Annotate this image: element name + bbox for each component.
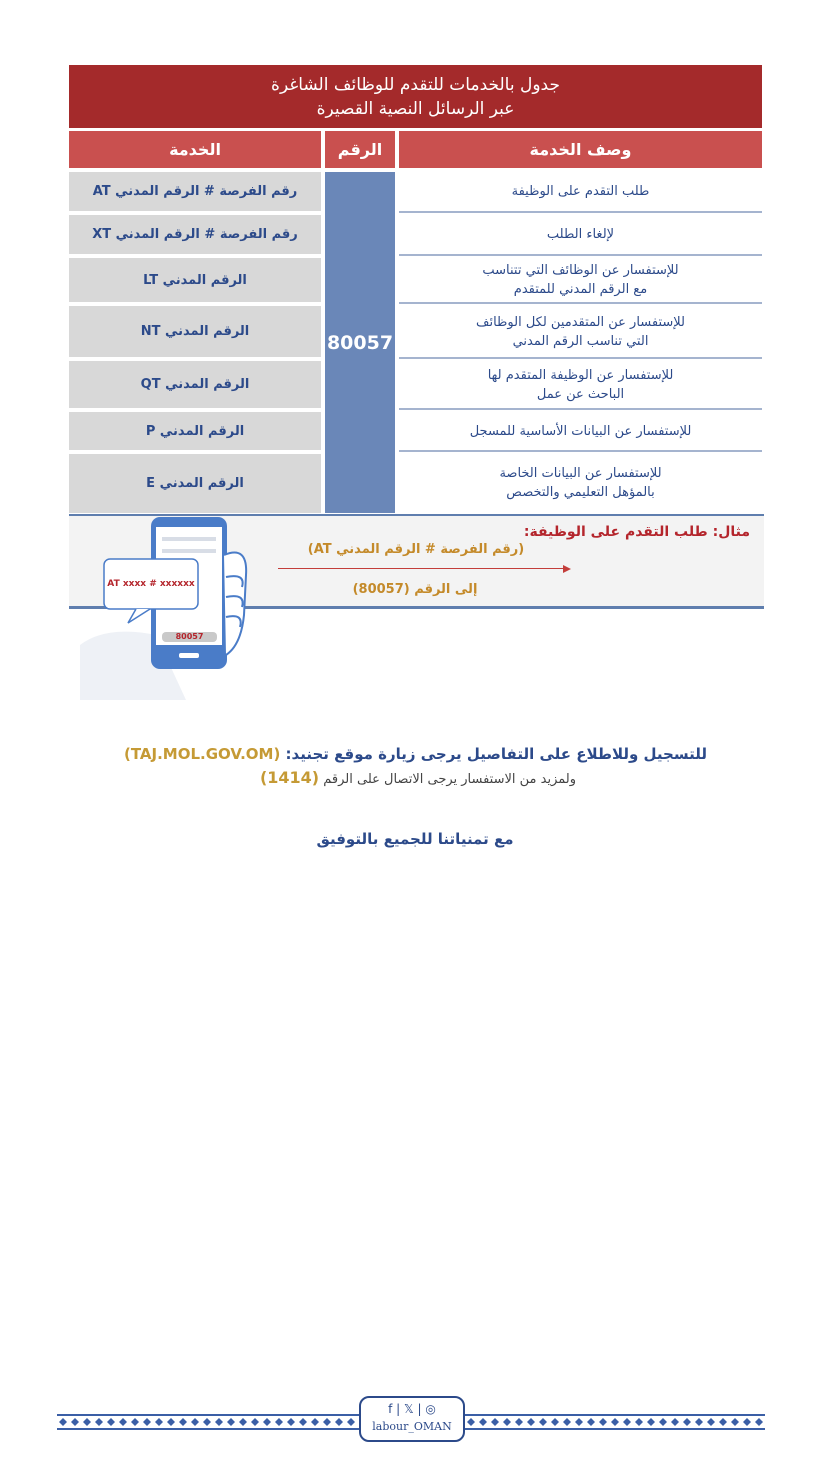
table-title — [69, 65, 762, 128]
service-cell: الرقم المدني LT — [69, 258, 321, 302]
inquiry-line — [228, 768, 608, 787]
phone-illustration — [76, 515, 256, 705]
example-title: مثال: طلب التقدم على الوظيفة: — [523, 524, 750, 540]
description-line: للإستفسار عن المتقدمين لكل الوظائف — [476, 314, 685, 330]
example-to-number: إلى الرقم (80057) — [352, 582, 478, 597]
header-description: وصف الخدمة — [399, 131, 762, 168]
social-box — [359, 1396, 465, 1442]
description-line: مع الرقم المدني للمتقدم — [513, 282, 648, 297]
description-cell — [399, 454, 762, 511]
description-line: بالمؤهل التعليمي والتخصص — [506, 484, 655, 500]
title-line-2: عبر الرسائل النصية القصيرة — [316, 99, 515, 119]
description-cell — [399, 215, 762, 256]
description-line: لإلغاء الطلب — [546, 227, 615, 242]
arrow-head-icon — [563, 565, 571, 573]
sms-number-cell: 80057 — [325, 172, 395, 513]
registration-line — [108, 745, 723, 763]
title-line-1: جدول بالخدمات للتقدم للوظائف الشاغرة — [271, 75, 560, 95]
description-cell — [399, 172, 762, 213]
social-icons[interactable]: f | 𝕏 | ◎ — [388, 1402, 436, 1416]
service-cell: رقم الفرصة # الرقم المدني XT — [69, 215, 321, 254]
description-line: الباحث عن عمل — [536, 386, 625, 402]
inquiry-number: (1414) — [259, 768, 320, 787]
description-cell — [399, 361, 762, 410]
description-line: للإستفسار عن الوظيفة المتقدم لها — [487, 367, 674, 383]
example-format: (رقم الفرصة # الرقم المدني AT) — [307, 542, 525, 557]
description-line: للإستفسار عن البيانات الأساسية للمسجل — [469, 423, 692, 439]
inquiry-text: ولمزيد من الاستفسار يرجى الاتصال على الرقم — [323, 772, 577, 787]
example-arrow — [278, 568, 564, 569]
social-handle[interactable]: labour_OMAN — [372, 1420, 452, 1433]
service-cell: الرقم المدني NT — [69, 306, 321, 357]
service-cell: الرقم المدني QT — [69, 361, 321, 408]
service-cell: رقم الفرصة # الرقم المدني AT — [69, 172, 321, 211]
header-number: الرقم — [325, 131, 395, 168]
phone-number-label: 80057 — [175, 632, 204, 641]
description-line: التي تناسب الرقم المدني — [512, 333, 649, 349]
description-line: للإستفسار عن الوظائف التي تتناسب — [482, 263, 679, 278]
description-line: طلب التقدم على الوظيفة — [511, 184, 650, 199]
description-cell — [399, 412, 762, 452]
bubble-tail-icon — [128, 609, 150, 623]
service-cell: الرقم المدني P — [69, 412, 321, 450]
registration-text: للتسجيل وللاطلاع على التفاصيل يرجى زيارة موقع تجنيد: — [285, 745, 708, 763]
website-link[interactable]: (TAJ.MOL.GOV.OM) — [123, 745, 281, 763]
home-button-icon — [179, 653, 199, 658]
description-cell — [399, 306, 762, 359]
wishes-text: مع تمنياتنا للجميع بالتوفيق — [316, 830, 514, 848]
description-line: للإستفسار عن البيانات الخاصة — [499, 465, 662, 481]
bubble-text: AT xxxx # xxxxxx — [107, 579, 195, 589]
service-cell: الرقم المدني E — [69, 454, 321, 513]
header-service: الخدمة — [69, 131, 321, 168]
description-cell — [399, 258, 762, 304]
